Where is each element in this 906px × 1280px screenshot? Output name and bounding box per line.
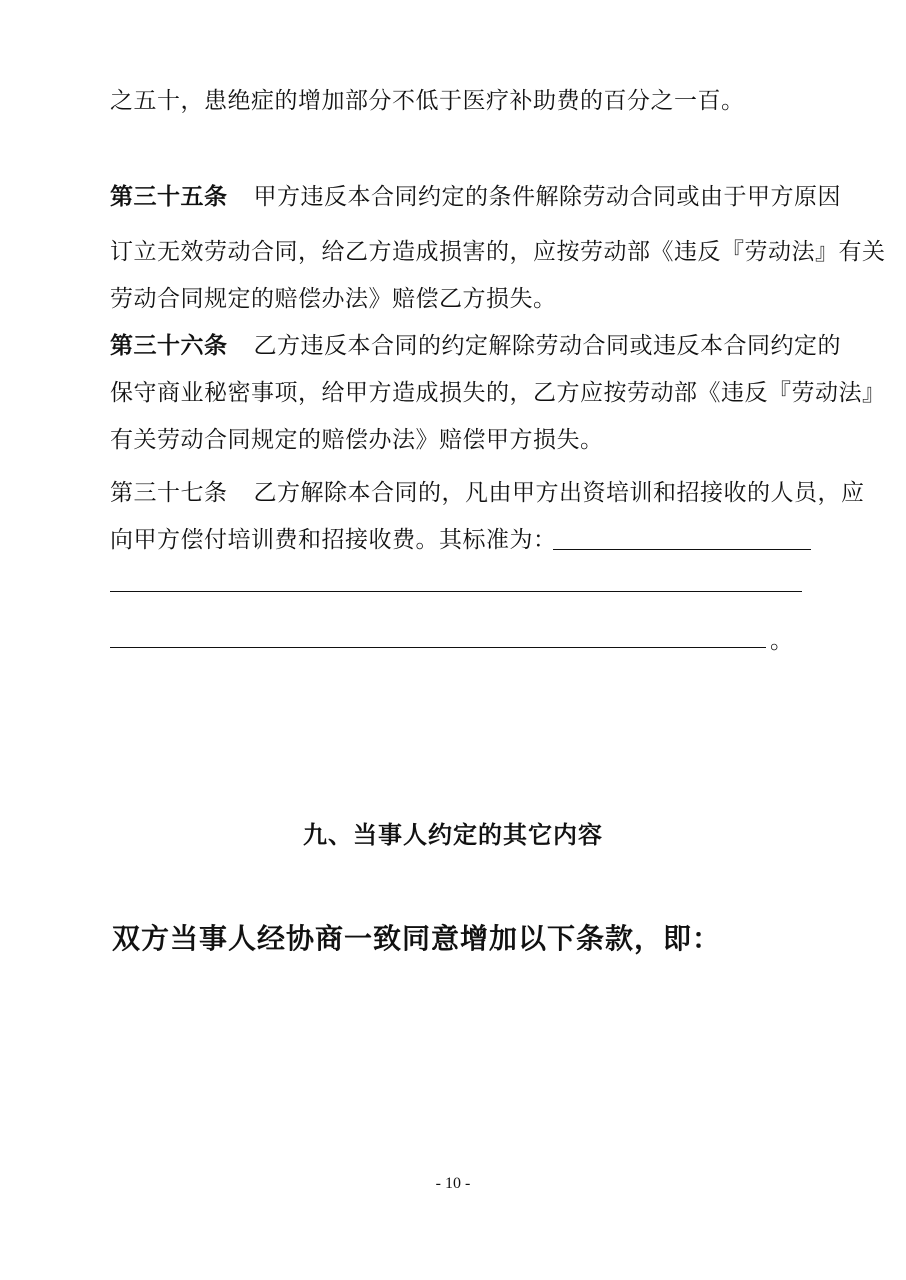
article-36-line-2: 保守商业秘密事项，给甲方造成损失的，乙方应按劳动部《违反『劳动法』: [110, 380, 886, 406]
article-35-line-1: [110, 182, 841, 212]
article-35-number: 第三十五条: [110, 183, 228, 210]
article-37-line-1: [110, 478, 865, 508]
article-35-text-1: 甲方违反本合同约定的条件解除劳动合同或由于甲方原因: [253, 184, 841, 210]
blank-end-mark: 。: [770, 628, 793, 654]
article-35-line-2: 订立无效劳动合同，给乙方造成损害的，应按劳动部《违反『劳动法』有关: [110, 239, 886, 265]
article-36-text-1: 乙方违反本合同的约定解除劳动合同或违反本合同约定的: [253, 333, 841, 359]
page-number: - 10 -: [435, 1175, 471, 1192]
continuation-line: 之五十，患绝症的增加部分不低于医疗补助费的百分之一百。: [110, 88, 745, 114]
fee-standard-blank-2[interactable]: [110, 591, 802, 592]
fee-standard-blank-1[interactable]: [553, 549, 811, 550]
article-35-line-3: 劳动合同规定的赔偿办法》赔偿乙方损失。: [110, 286, 557, 312]
article-36-line-3: 有关劳动合同规定的赔偿办法》赔偿甲方损失。: [110, 427, 604, 453]
article-36-number: 第三十六条: [110, 332, 228, 359]
article-36-line-1: [110, 331, 841, 361]
agreement-statement: 双方当事人经协商一致同意增加以下条款，即：: [112, 922, 722, 955]
article-37-text-1: 乙方解除本合同的，凡由甲方出资培训和招接收的人员，应: [253, 480, 865, 506]
section-9-heading: 九、当事人约定的其它内容: [303, 820, 603, 849]
fee-standard-blank-3[interactable]: [110, 647, 766, 648]
article-37-line-2: 向甲方偿付培训费和招接收费。其标准为：: [110, 527, 557, 553]
article-37-number: 第三十七条: [110, 480, 228, 506]
